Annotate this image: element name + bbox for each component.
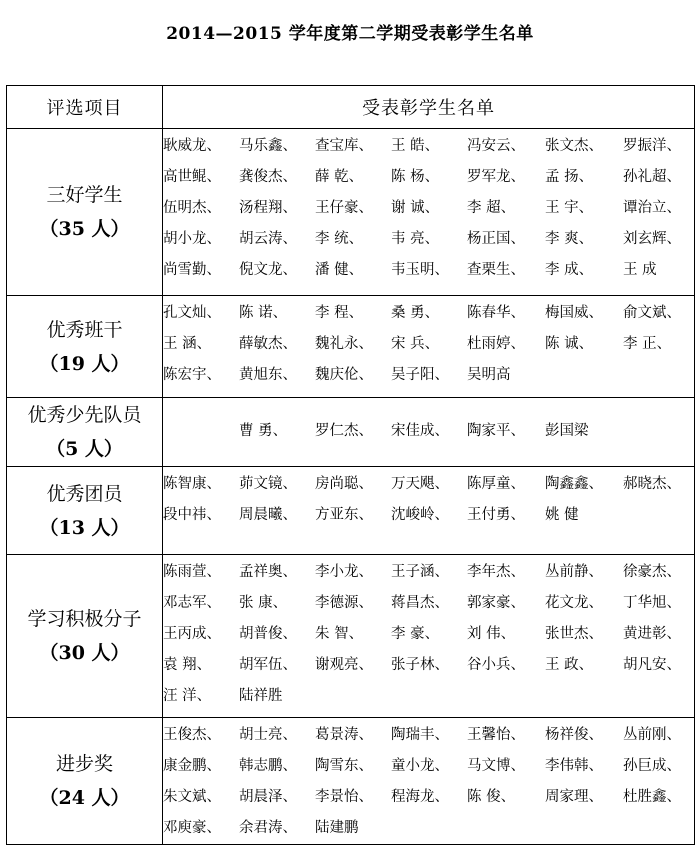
award-table	[6, 85, 695, 845]
category-name: 优秀班干	[46, 318, 123, 341]
document-title: 2014—2015 学年度第二学期受表彰学生名单	[166, 24, 534, 44]
student-name: 姚 健	[545, 507, 579, 523]
category-row	[7, 467, 695, 555]
student-name: 宋 兵、	[391, 336, 440, 352]
student-names-cell	[163, 129, 695, 296]
student-name: 胡士亮、	[239, 727, 297, 743]
name-row	[163, 811, 694, 842]
category-count: （5 人）	[46, 438, 123, 460]
name-row	[163, 414, 694, 445]
student-name: 张世杰、	[545, 626, 603, 642]
student-name: 刘玄辉、	[623, 231, 681, 247]
student-name: 王付勇、	[467, 507, 525, 523]
student-name: 童小龙、	[391, 758, 449, 774]
name-row	[163, 129, 694, 160]
student-name: 陈雨萱、	[163, 564, 221, 580]
name-row	[163, 296, 694, 327]
student-name: 李德源、	[315, 595, 373, 611]
student-name: 薛敏杰、	[239, 336, 297, 352]
student-name: 孙礼超、	[623, 169, 681, 185]
student-name: 王丙成、	[163, 626, 221, 642]
student-name: 李 超、	[467, 200, 516, 216]
student-name: 吴子阳、	[391, 367, 449, 383]
student-name: 李年杰、	[467, 564, 525, 580]
category-count: （35 人）	[39, 218, 130, 240]
student-name: 伍明杰、	[163, 200, 221, 216]
student-name: 胡军伍、	[239, 657, 297, 673]
student-name: 王俊杰、	[163, 727, 221, 743]
student-name: 李 豪、	[391, 626, 440, 642]
student-name: 陈春华、	[467, 305, 525, 321]
student-name: 王 政、	[545, 657, 594, 673]
student-name: 胡普俊、	[239, 626, 297, 642]
name-row	[163, 586, 694, 617]
student-name: 茆文镜、	[239, 476, 297, 492]
name-row	[163, 253, 694, 284]
category-cell	[7, 467, 163, 555]
student-name: 薛 乾、	[315, 169, 364, 185]
student-name: 王馨怡、	[467, 727, 525, 743]
name-row	[163, 498, 694, 529]
student-name: 王 宇、	[545, 200, 594, 216]
student-name: 杨正国、	[467, 231, 525, 247]
student-name: 马乐鑫、	[239, 138, 297, 154]
student-name: 陈 诚、	[545, 336, 594, 352]
student-name: 冯安云、	[467, 138, 525, 154]
student-name: 张子林、	[391, 657, 449, 673]
student-names-cell	[163, 296, 695, 398]
student-name: 郝晓杰、	[623, 476, 681, 492]
name-row	[163, 327, 694, 358]
student-name: 陶家平、	[467, 423, 525, 439]
student-name: 余君涛、	[239, 820, 297, 836]
student-name: 李伟韩、	[545, 758, 603, 774]
student-name: 陆建鹏	[315, 820, 359, 836]
student-name: 李 爽、	[545, 231, 594, 247]
student-name: 罗振洋、	[623, 138, 681, 154]
student-name: 郭家豪、	[467, 595, 525, 611]
student-name: 张 康、	[239, 595, 288, 611]
student-name: 陈 俊、	[467, 789, 516, 805]
category-cell	[7, 398, 163, 467]
student-name: 方亚东、	[315, 507, 373, 523]
student-name: 徐豪杰、	[623, 564, 681, 580]
student-name: 吴明高	[467, 367, 511, 383]
category-name: 进步奖	[55, 753, 113, 775]
category-cell	[7, 296, 163, 398]
student-names-cell	[163, 555, 695, 718]
student-name: 房尚聪、	[315, 476, 373, 492]
category-row	[7, 398, 695, 467]
student-name: 王子涵、	[391, 564, 449, 580]
student-name: 陈宏宇、	[163, 367, 221, 383]
category-cell	[7, 129, 163, 296]
category-count: （19 人）	[39, 352, 130, 375]
category-cell	[7, 555, 163, 718]
student-name: 陈智康、	[163, 476, 221, 492]
student-name: 谢观亮、	[315, 657, 373, 673]
student-name: 周晨曦、	[239, 507, 297, 523]
category-name: 学习积极分子	[27, 608, 142, 630]
student-name: 丛前静、	[545, 564, 603, 580]
student-name: 黄进彰、	[623, 626, 681, 642]
student-name: 胡凡安、	[623, 657, 681, 673]
student-name: 胡小龙、	[163, 231, 221, 247]
student-name: 曹 勇、	[239, 423, 288, 439]
student-name: 袁 翔、	[163, 657, 212, 673]
header-category: 评选项目	[7, 86, 163, 129]
student-name: 张文杰、	[545, 138, 603, 154]
student-name: 陆祥胜	[239, 688, 283, 704]
student-name: 谢 诚、	[391, 200, 440, 216]
student-name: 桑 勇、	[391, 305, 440, 321]
student-name: 王 成	[623, 262, 657, 278]
student-name: 邓志军、	[163, 595, 221, 611]
student-name: 康金鹏、	[163, 758, 221, 774]
student-name: 高世鲲、	[163, 169, 221, 185]
name-row	[163, 555, 694, 586]
category-count: （13 人）	[39, 516, 130, 539]
student-name: 李 统、	[315, 231, 364, 247]
student-name: 陈厚童、	[467, 476, 525, 492]
name-row	[163, 467, 694, 498]
student-name: 龚俊杰、	[239, 169, 297, 185]
student-name: 陶鑫鑫、	[545, 476, 603, 492]
student-name: 蒋昌杰、	[391, 595, 449, 611]
student-name: 魏庆伦、	[315, 367, 373, 383]
table-body	[7, 129, 695, 845]
student-name: 马文博、	[467, 758, 525, 774]
student-name: 李 正、	[623, 336, 672, 352]
student-name: 沈峻岭、	[391, 507, 449, 523]
student-name: 朱文斌、	[163, 789, 221, 805]
student-names-cell	[163, 398, 695, 467]
category-row	[7, 296, 695, 398]
student-name: 谭治立、	[623, 200, 681, 216]
student-name: 杜雨婷、	[467, 336, 525, 352]
student-name: 汪 洋、	[163, 688, 212, 704]
student-name: 陈 诺、	[239, 305, 288, 321]
student-name: 王 皓、	[391, 138, 440, 154]
category-count: （24 人）	[39, 787, 130, 809]
student-name: 丁华旭、	[623, 595, 681, 611]
student-name: 韦 亮、	[391, 231, 440, 247]
category-row	[7, 718, 695, 845]
student-name: 朱 智、	[315, 626, 364, 642]
student-name: 尚雪勤、	[163, 262, 221, 278]
table-header-row	[7, 86, 695, 129]
category-count: （30 人）	[39, 642, 130, 664]
student-name: 罗军龙、	[467, 169, 525, 185]
student-name: 陶瑞丰、	[391, 727, 449, 743]
student-name: 梅国威、	[545, 305, 603, 321]
student-name: 谷小兵、	[467, 657, 525, 673]
student-name: 段中祎、	[163, 507, 221, 523]
student-name: 陶雪东、	[315, 758, 373, 774]
student-name: 葛景涛、	[315, 727, 373, 743]
name-row	[163, 679, 694, 710]
student-name: 李小龙、	[315, 564, 373, 580]
student-name: 王仔豪、	[315, 200, 373, 216]
student-name: 潘 健、	[315, 262, 364, 278]
student-name: 彭国梁	[545, 423, 589, 439]
name-row	[163, 358, 694, 389]
student-name: 韦玉明、	[391, 262, 449, 278]
student-name: 黄旭东、	[239, 367, 297, 383]
student-names-cell	[163, 467, 695, 555]
student-name: 胡晨泽、	[239, 789, 297, 805]
student-name: 韩志鹏、	[239, 758, 297, 774]
category-row	[7, 555, 695, 718]
student-name: 李景怡、	[315, 789, 373, 805]
student-name: 李 程、	[315, 305, 364, 321]
student-name: 杜胜鑫、	[623, 789, 681, 805]
student-name: 查栗生、	[467, 262, 525, 278]
name-row	[163, 160, 694, 191]
name-row	[163, 191, 694, 222]
student-name: 程海龙、	[391, 789, 449, 805]
student-name: 孙巨成、	[623, 758, 681, 774]
name-row	[163, 780, 694, 811]
category-name: 三好学生	[46, 184, 123, 206]
student-name: 杨祥俊、	[545, 727, 603, 743]
category-row	[7, 129, 695, 296]
category-name: 优秀少先队员	[27, 404, 142, 426]
student-name: 丛前刚、	[623, 727, 681, 743]
student-name: 孟 扬、	[545, 169, 594, 185]
student-name: 耿威龙、	[163, 138, 221, 154]
student-name: 查宝库、	[315, 138, 373, 154]
student-name: 俞文斌、	[623, 305, 681, 321]
student-names-cell	[163, 718, 695, 845]
student-name: 罗仁杰、	[315, 423, 373, 439]
header-names: 受表彰学生名单	[163, 86, 695, 129]
student-name: 花文龙、	[545, 595, 603, 611]
student-name: 孔文灿、	[163, 305, 221, 321]
student-name: 刘 伟、	[467, 626, 516, 642]
student-name: 倪文龙、	[239, 262, 297, 278]
student-name: 王 涵、	[163, 336, 212, 352]
name-row	[163, 648, 694, 679]
student-name: 万天飓、	[391, 476, 449, 492]
category-name: 优秀团员	[46, 482, 123, 505]
name-row	[163, 718, 694, 749]
student-name: 胡云涛、	[239, 231, 297, 247]
student-name: 宋佳成、	[391, 423, 449, 439]
student-name: 魏礼永、	[315, 336, 373, 352]
category-cell	[7, 718, 163, 845]
student-name: 陈 杨、	[391, 169, 440, 185]
name-row	[163, 749, 694, 780]
name-row	[163, 222, 694, 253]
student-name: 孟祥奥、	[239, 564, 297, 580]
student-name: 汤程翔、	[239, 200, 297, 216]
student-name: 邓庾豪、	[163, 820, 221, 836]
student-name: 李 成、	[545, 262, 594, 278]
name-row	[163, 617, 694, 648]
student-name: 周家理、	[545, 789, 603, 805]
